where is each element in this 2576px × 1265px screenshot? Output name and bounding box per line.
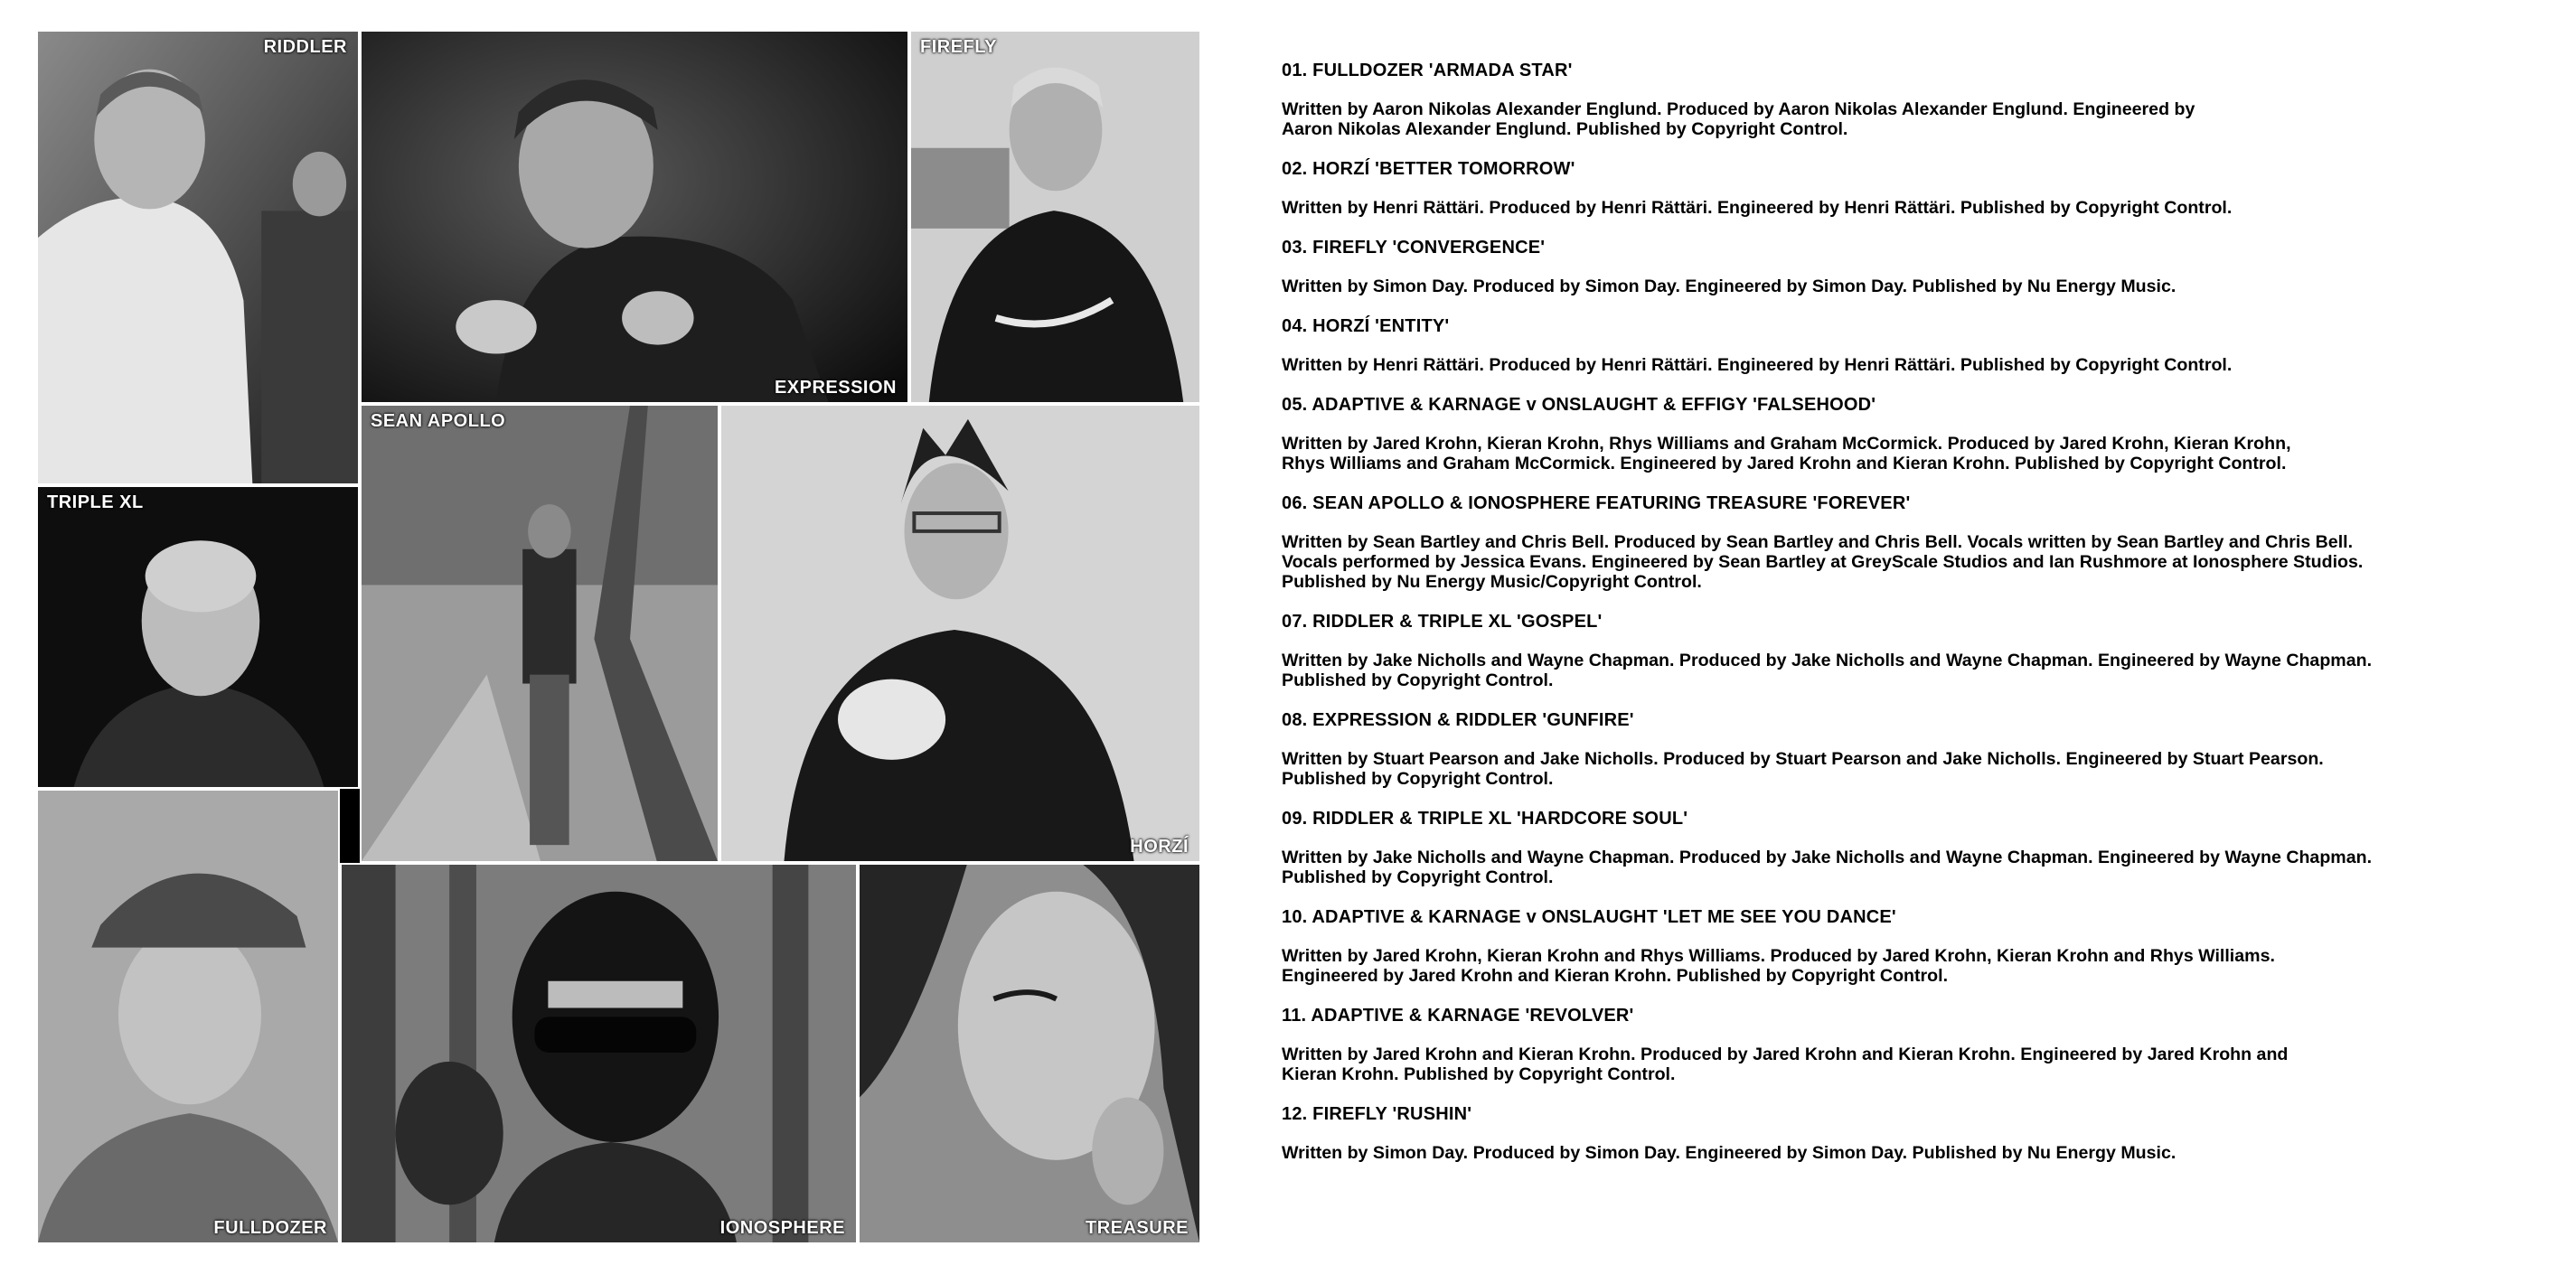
track-credits-list	[1282, 60, 2538, 1182]
track-entry	[1282, 611, 2538, 690]
track-title: 03. FIREFLY 'CONVERGENCE'	[1282, 238, 1546, 258]
photo-ionosphere	[340, 863, 858, 1244]
track-title: 05. ADAPTIVE & KARNAGE v ONSLAUGHT & EFFIGY 'FALSEHOOD'	[1282, 395, 1876, 415]
photo-treasure	[858, 863, 1201, 1244]
photo-horzi	[719, 404, 1201, 863]
track-credit: Written by Aaron Nikolas Alexander Englund. Produced by Aaron Nikolas Alexander Englund. Engineered by Aaron Nikolas Alexander Englund. Published by Copyright Control.	[1282, 99, 2195, 139]
caption-riddler: RIDDLER	[263, 37, 347, 57]
track-title: 11. ADAPTIVE & KARNAGE 'REVOLVER'	[1282, 1006, 1634, 1026]
track-entry	[1282, 492, 2538, 592]
track-credit: Written by Jake Nicholls and Wayne Chapman. Produced by Jake Nicholls and Wayne Chapman. Engineered by Wayne Chapman. Published by Copyright Control.	[1282, 848, 2373, 887]
photo-firefly	[909, 30, 1201, 404]
track-title: 09. RIDDLER & TRIPLE XL 'HARDCORE SOUL'	[1282, 809, 1688, 829]
track-entry	[1282, 906, 2538, 986]
track-entry	[1282, 808, 2538, 887]
caption-sean-apollo: SEAN APOLLO	[371, 411, 506, 431]
track-title: 04. HORZÍ 'ENTITY'	[1282, 316, 1450, 336]
track-credit: Written by Simon Day. Produced by Simon Day. Engineered by Simon Day. Published by Nu Energy Music.	[1282, 276, 2176, 296]
track-credit: Written by Jared Krohn, Kieran Krohn and Rhys Williams. Produced by Jared Krohn, Kieran Krohn and Rhys Williams. Engineered by Jared Krohn and Kieran Krohn. Published by Copyright Control.	[1282, 946, 2275, 986]
track-entry	[1282, 60, 2538, 139]
track-credit: Written by Stuart Pearson and Jake Nicholls. Produced by Stuart Pearson and Jake Nicholls. Engineered by Stuart Pearson. Published by Copyright Control.	[1282, 749, 2324, 789]
track-entry	[1282, 1103, 2538, 1163]
track-title: 06. SEAN APOLLO & IONOSPHERE FEATURING TREASURE 'FOREVER'	[1282, 493, 1911, 513]
track-title: 02. HORZÍ 'BETTER TOMORROW'	[1282, 159, 1575, 179]
track-entry	[1282, 709, 2538, 789]
photo-sean-apollo	[360, 404, 719, 863]
photo-fulldozer	[36, 789, 340, 1244]
track-credit: Written by Jared Krohn, Kieran Krohn, Rhys Williams and Graham McCormick. Produced by Jared Krohn, Kieran Krohn, Rhys Williams and Graham McCormick. Engineered by Jared Krohn and Kieran Krohn. Published by Copyright Control.	[1282, 434, 2291, 473]
photo-riddler	[36, 30, 360, 485]
track-credit: Written by Henri Rättäri. Produced by Henri Rättäri. Engineered by Henri Rättäri. Published by Copyright Control.	[1282, 355, 2233, 375]
track-title: 10. ADAPTIVE & KARNAGE v ONSLAUGHT 'LET ME SEE YOU DANCE'	[1282, 907, 1896, 927]
track-entry	[1282, 158, 2538, 218]
track-title: 07. RIDDLER & TRIPLE XL 'GOSPEL'	[1282, 612, 1603, 632]
caption-fulldozer: FULLDOZER	[213, 1218, 327, 1238]
photo-triple-xl	[36, 485, 360, 789]
track-entry	[1282, 1005, 2538, 1084]
caption-ionosphere: IONOSPHERE	[719, 1218, 845, 1238]
track-credit: Written by Henri Rättäri. Produced by Henri Rättäri. Engineered by Henri Rättäri. Published by Copyright Control.	[1282, 198, 2233, 218]
caption-horzi: HORZÍ	[1130, 837, 1189, 857]
track-title: 12. FIREFLY 'RUSHIN'	[1282, 1104, 1472, 1124]
caption-treasure: TREASURE	[1085, 1218, 1189, 1238]
track-title: 08. EXPRESSION & RIDDLER 'GUNFIRE'	[1282, 710, 1634, 730]
track-credit: Written by Jared Krohn and Kieran Krohn. Produced by Jared Krohn and Kieran Krohn. Engineered by Jared Krohn and Kieran Krohn. Published by Copyright Control.	[1282, 1045, 2289, 1084]
photo-expression	[360, 30, 909, 404]
track-title: 01. FULLDOZER 'ARMADA STAR'	[1282, 61, 1573, 80]
track-entry	[1282, 237, 2538, 296]
track-entry	[1282, 394, 2538, 473]
artist-photo-collage	[36, 30, 1201, 1244]
caption-triple-xl: TRIPLE XL	[47, 492, 144, 512]
track-entry	[1282, 315, 2538, 375]
track-credit: Written by Simon Day. Produced by Simon Day. Engineered by Simon Day. Published by Nu Energy Music.	[1282, 1143, 2176, 1163]
caption-firefly: FIREFLY	[920, 37, 997, 57]
caption-expression: EXPRESSION	[774, 378, 897, 398]
track-credit: Written by Sean Bartley and Chris Bell. Produced by Sean Bartley and Chris Bell. Vocals written by Sean Bartley and Chris Bell. Vocals performed by Jessica Evans. Engineered by Sean Bartley at GreyScale Studios and Ian Rushmore at Ionosphere Studios. Published by Nu Energy Music/Copyright Control.	[1282, 532, 2364, 592]
track-credit: Written by Jake Nicholls and Wayne Chapman. Produced by Jake Nicholls and Wayne Chapman. Engineered by Wayne Chapman. Published by Copyright Control.	[1282, 651, 2373, 690]
